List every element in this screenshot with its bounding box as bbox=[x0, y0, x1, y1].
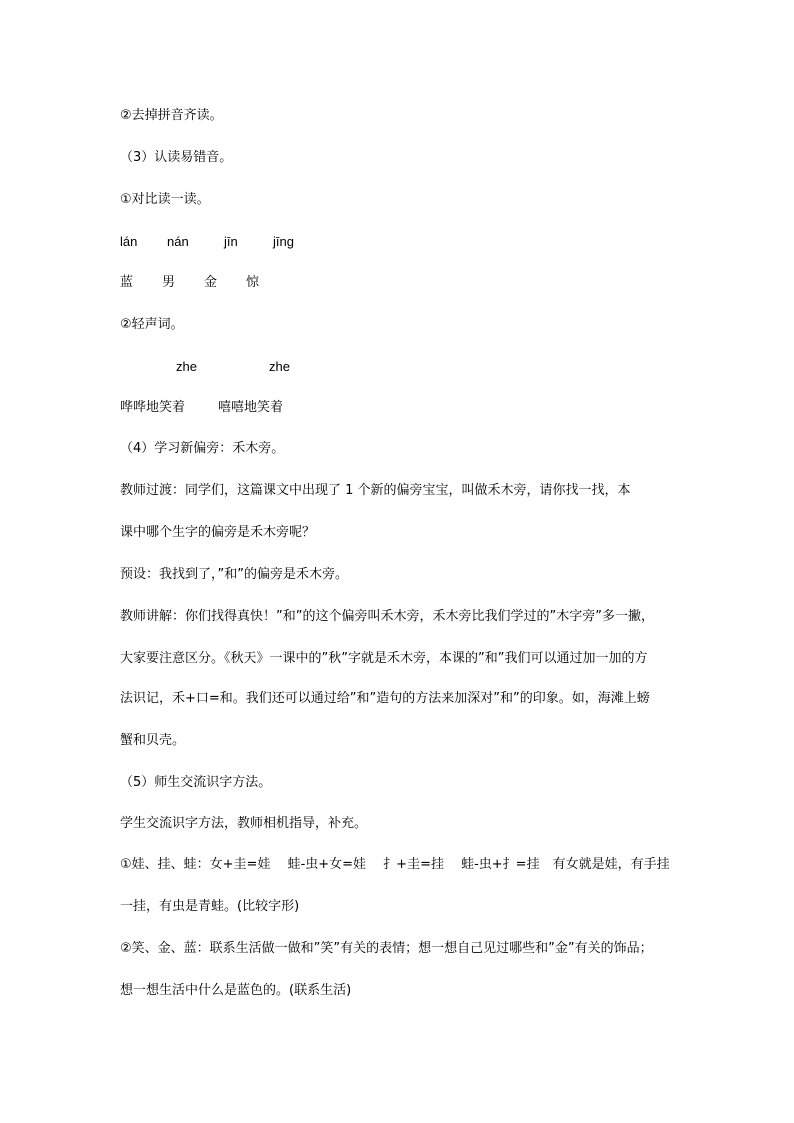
text-line: ①对比读一读。 bbox=[120, 192, 210, 207]
pinyin: jīn bbox=[224, 234, 238, 249]
pinyin: lán bbox=[120, 234, 138, 249]
text-line: 课中哪个生字的偏旁是禾木旁呢？ bbox=[120, 525, 316, 540]
hanzi: 惊 bbox=[246, 275, 260, 290]
text-line: 大家要注意区分。《秋天》一课中的”秋”字就是禾木旁，本课的”和”我们可以通过加一加的方 bbox=[120, 651, 648, 666]
pinyin: zhe bbox=[176, 359, 197, 374]
text-line: 一挂，有虫是青蛙。(比较字形) bbox=[120, 899, 300, 914]
pinyin: nán bbox=[167, 234, 189, 249]
text-line: 想一想生活中什么是蓝色的。(联系生活) bbox=[120, 983, 352, 998]
text-line: ①娃、挂、蛙：女+圭=娃 蛙-虫+女=娃 扌+圭=挂 蛙-虫+扌=挂 有女就是娃，有手挂 bbox=[120, 857, 670, 872]
text-line: ②笑、金、蓝：联系生活做一做和”笑”有关的表情；想一想自己见过哪些和”金”有关的饰品； bbox=[120, 941, 653, 956]
text-line: 蟹和贝壳。 bbox=[120, 733, 186, 748]
text-line: ②去掉拼音齐读。 bbox=[120, 108, 223, 123]
pinyin: jīng bbox=[273, 234, 294, 249]
hanzi: 男 bbox=[162, 275, 176, 290]
text-line: 预设：我找到了，”和”的偏旁是禾木旁。 bbox=[120, 567, 348, 582]
text-line: ②轻声词。 bbox=[120, 317, 184, 332]
text-line: （3）认读易错音。 bbox=[120, 150, 233, 165]
text-line: 法识记，禾+口=和。我们还可以通过给”和”造句的方法来加深对”和”的印象。如，海滩上螃 bbox=[120, 691, 650, 706]
hanzi: 蓝 bbox=[120, 275, 134, 290]
word: 嘻嘻地笑着 bbox=[218, 400, 284, 415]
pinyin: zhe bbox=[269, 359, 290, 374]
text-line: 学生交流识字方法，教师相机指导，补充。 bbox=[120, 816, 368, 831]
text-line: （5）师生交流识字方法。 bbox=[120, 775, 272, 790]
text-line: 教师讲解：你们找得真快！”和”的这个偏旁叫禾木旁，禾木旁比我们学过的”木字旁”多一撇， bbox=[120, 609, 654, 624]
text-line: （4）学习新偏旁：禾木旁。 bbox=[120, 441, 285, 456]
word: 哗哗地笑着 bbox=[120, 400, 186, 415]
text-line: 教师过渡：同学们，这篇课文中出现了 1 个新的偏旁宝宝，叫做禾木旁，请你找一找，本 bbox=[120, 483, 631, 498]
hanzi: 金 bbox=[204, 275, 218, 290]
